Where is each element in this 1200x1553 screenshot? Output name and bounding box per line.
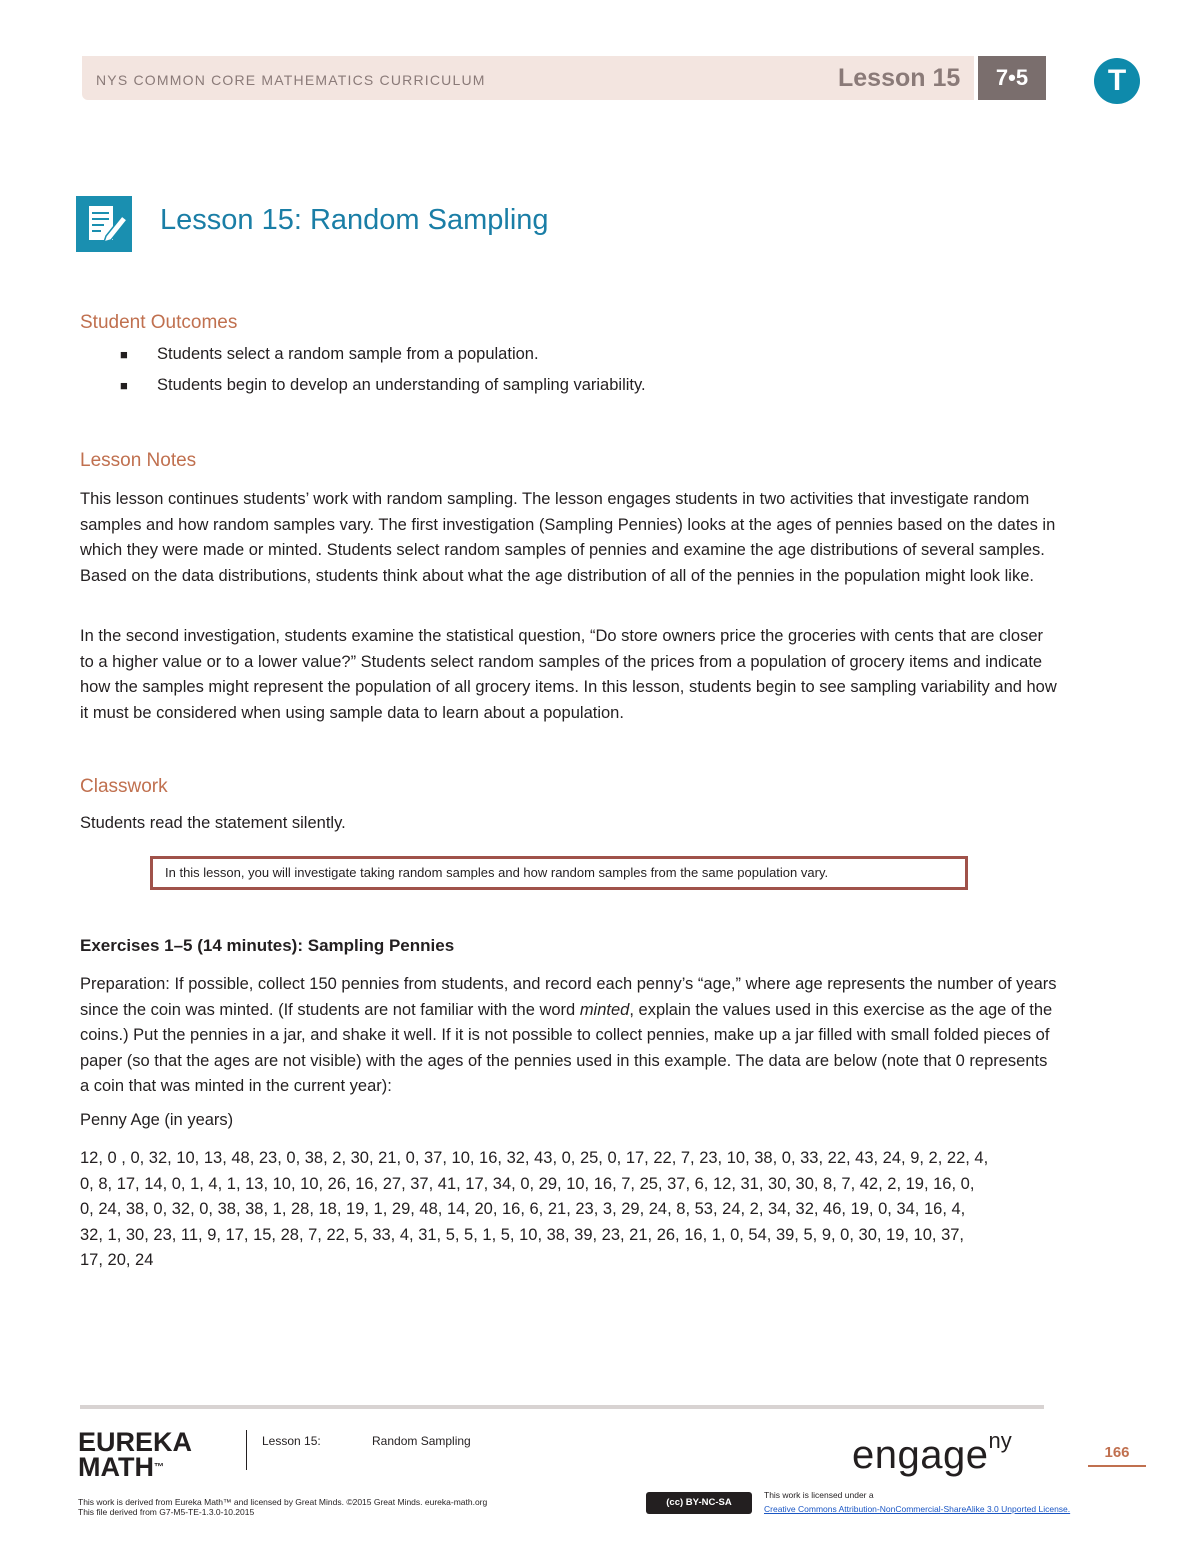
header-lesson-label: Lesson 15 (838, 64, 961, 92)
exercises-heading: Exercises 1–5 (14 minutes): Sampling Pennies (80, 936, 455, 955)
page-number: 166 (1088, 1444, 1146, 1467)
data-line: 0, 8, 17, 14, 0, 1, 4, 1, 13, 10, 10, 26, 16, 27, 37, 41, 17, 34, 0, 29, 10, 16, 7, 25, 37, 6, 12, 31, 30, 30, 8, 7, 42, 2, 19, 16, 0, (80, 1174, 975, 1193)
lesson-notes-paragraph-2: In the second investigation, students examine the statistical question, “Do store owners price the groceries with cents that are closer to a higher value or to a lower value?” Students select random samples of the prices from a population of grocery items and indicate how the samples might represent the population of all grocery items. In this lesson, students begin to see sampling variability and how it must be considered when using sample data to learn about a population. (80, 627, 1057, 722)
data-line: 12, 0 , 0, 32, 10, 13, 48, 23, 0, 38, 2, 30, 21, 0, 37, 10, 16, 32, 43, 0, 25, 0, 17, 22, 7, 23, 10, 38, 0, 33, 22, 43, 24, 9, 2, 22, 4, (80, 1149, 989, 1167)
student-outcomes-heading: Student Outcomes (80, 312, 238, 333)
data-line: 17, 20, 24 (80, 1251, 154, 1269)
classwork-instruction: Students read the statement silently. (80, 814, 346, 832)
penny-age-label: Penny Age (in years) (80, 1111, 234, 1129)
data-line: 0, 24, 38, 0, 32, 0, 38, 38, 1, 28, 18, 19, 1, 29, 48, 14, 20, 16, 6, 21, 23, 3, 29, 24, 8, 53, 24, 2, 34, 32, 46, 19, 0, 34, 16, 4, (80, 1200, 966, 1218)
page-title: Lesson 15: Random Sampling (160, 204, 549, 236)
grade-module-label: 7•5 (978, 56, 1046, 100)
engageny-logo: engage$^{ny}$ (852, 1428, 1012, 1477)
preparation-paragraph: Preparation: If possible, collect 150 pennies from students, and record each penny’s “age,” where age represents the number of years since the coin was minted. (If students are not familiar with the word minted, explain the values used in this exercise as the age of the coins.) Put the pennies in a jar, and shake it well. If it is not possible to collect pennies, make up a jar filled with small folded pieces of paper (so that the ages are not visible) with the ages of the pennies used in this example. The data are below (note that 0 represents a coin that was minted in the current year): (80, 975, 1057, 1095)
curriculum-label: NYS COMMON CORE MATHEMATICS CURRICULUM (96, 72, 486, 88)
lesson-plan-icon (76, 196, 132, 252)
creative-commons-icon: (cc) BY-NC-SA (646, 1492, 752, 1514)
footer-divider (246, 1430, 247, 1470)
outcome-item: ■ Students begin to develop an understanding of sampling variability. (120, 376, 646, 394)
lesson-notes-heading: Lesson Notes (80, 450, 197, 471)
classwork-heading: Classwork (80, 776, 168, 797)
lesson-notes-paragraph-1: This lesson continues students’ work with random sampling. The lesson engages students in two activities that investigate random samples and how random samples vary. The first investigation (Sampling Pennies) looks at the ages of pennies based on the dates in which they were made or minted. Students select random samples of pennies and examine the age distributions of several samples. Based on the data distributions, students think about what the age distribution of all of the pennies in the population might look like. (80, 490, 1056, 585)
data-line: 32, 1, 30, 23, 11, 9, 17, 15, 28, 7, 22, 5, 33, 4, 31, 5, 5, 1, 5, 10, 38, 39, 23, 21, 26, 16, 1, 0, 54, 39, 5, 9, 0, 30, 19, 10, 37, (80, 1225, 965, 1244)
footer-lesson: Lesson 15: (262, 1434, 321, 1448)
bullet-icon: ■ (120, 347, 128, 362)
bullet-icon: ■ (120, 378, 128, 393)
outcome-item: ■ Students select a random sample from a population. (120, 345, 539, 363)
penny-age-data (80, 1146, 1070, 1274)
footer-rule (80, 1405, 1044, 1409)
eureka-math-logo: EUREKA MATH™ (78, 1427, 193, 1482)
license-notice: This work is licensed under a Creative Commons Attribution-NonCommercial-ShareAlike 3.0 Unported License. (764, 1490, 1071, 1514)
statement-callout: In this lesson, you will investigate taking random samples and how random samples from the same population vary. (150, 856, 968, 890)
license-link[interactable]: Creative Commons Attribution-NonCommercial-ShareAlike 3.0 Unported License. (764, 1504, 1071, 1514)
teacher-badge: T (1094, 58, 1140, 104)
footer-title: Random Sampling (372, 1434, 471, 1448)
derived-notice: This work is derived from Eureka Math™ and licensed by Great Minds. ©2015 Great Minds. eureka-math.org This file derived from G7-M5-TE-1.3.0-10.2015 (78, 1497, 488, 1517)
